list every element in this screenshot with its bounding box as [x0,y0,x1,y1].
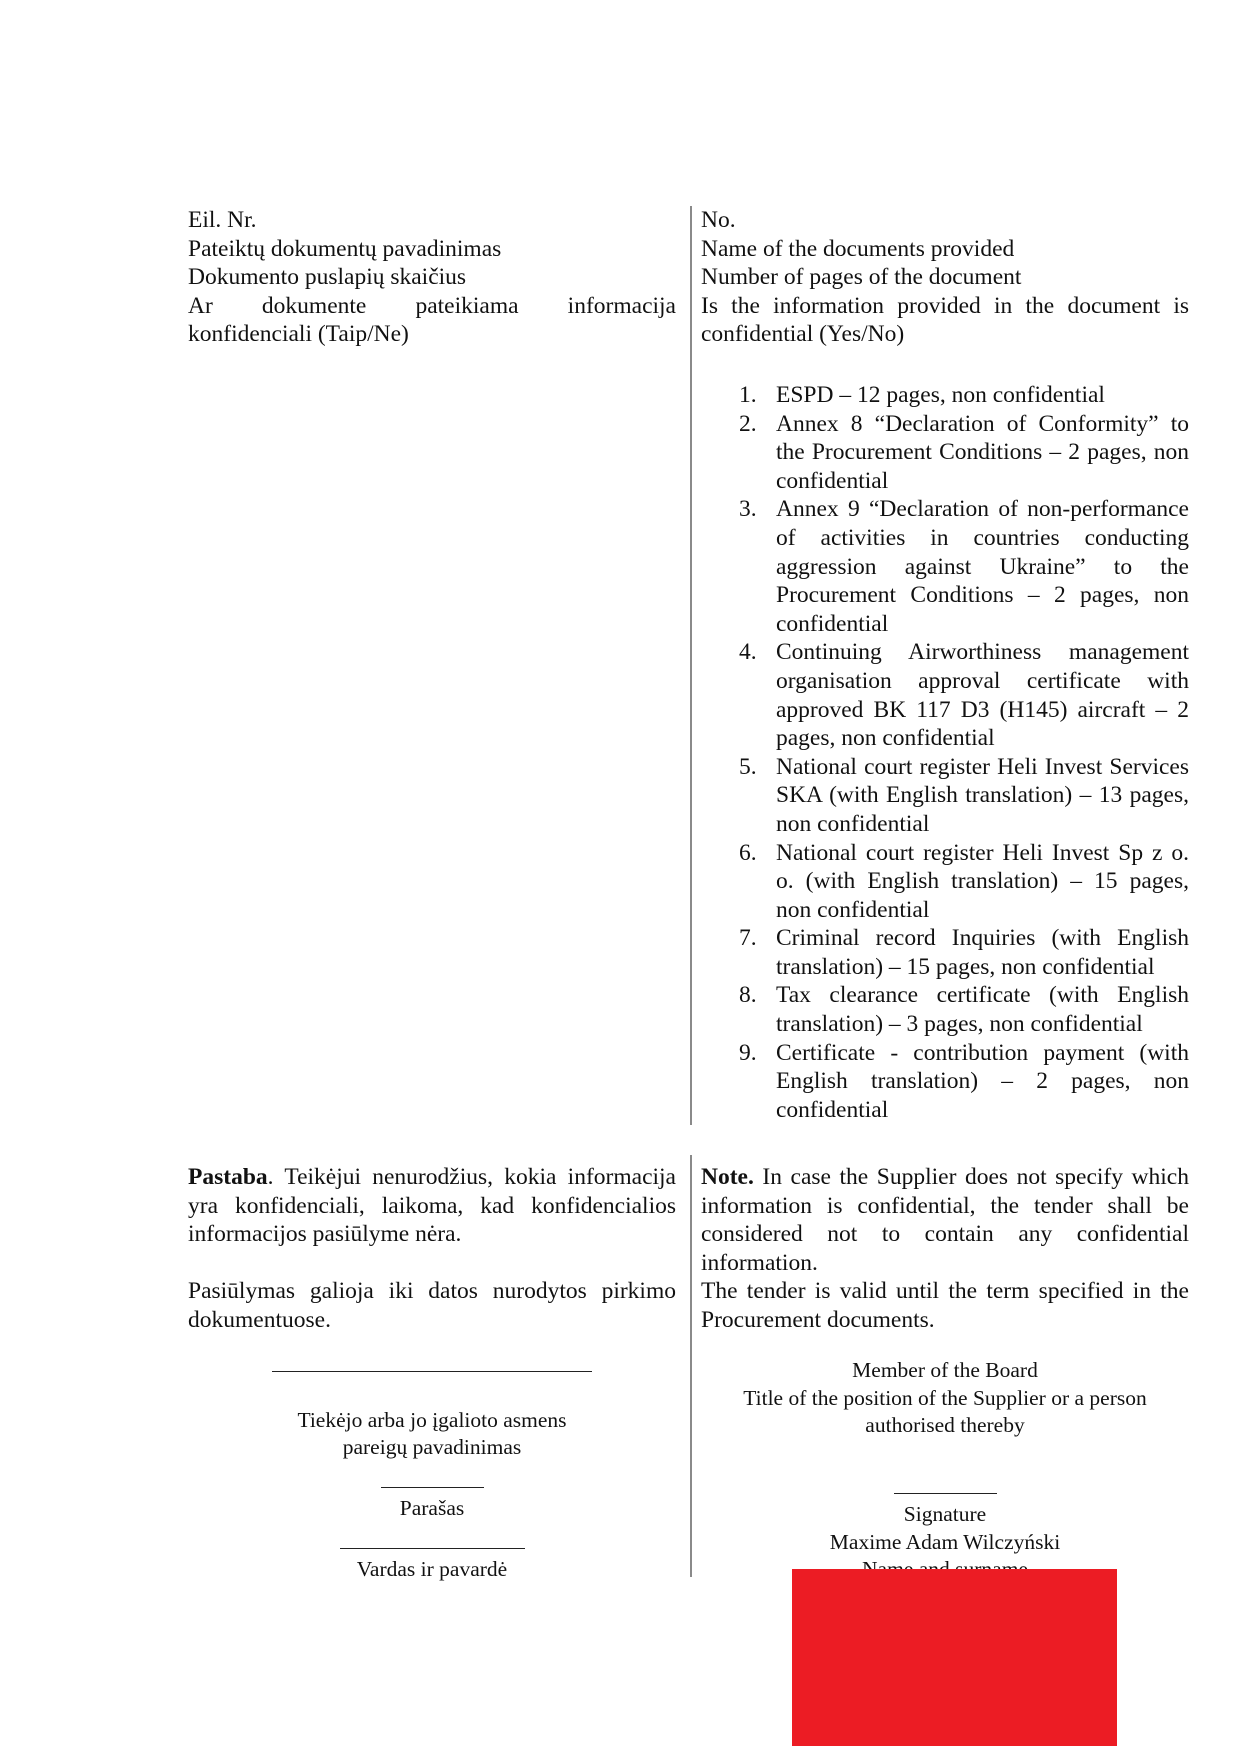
document-item-number: 1. [739,382,757,408]
header-lt-confidential [188,292,676,349]
signature-label-lt: Parašas [399,1496,465,1520]
signature-line-lt [381,1487,484,1488]
header-lt-pages: Dokumento puslapių skaičius [188,264,467,291]
redaction-box [792,1569,1117,1746]
signature-line-en [894,1493,997,1494]
name-value-en: Maxime Adam Wilczyński [829,1529,1061,1554]
document-item-number: 4. [739,639,757,666]
document-item-number: 6. [739,839,757,866]
note-en [701,1163,1189,1335]
position-label-en-1: Title of the position of the Supplier or a person [743,1385,1147,1410]
document-item-text: Certificate - contribution payment (with English translation) – 2 pages, non confidential [776,1039,1189,1123]
document-item [701,381,1189,410]
position-label-lt-1: Tiekėjo arba jo įgalioto asmens [297,1407,567,1432]
note-lt-text: . Teikėjui nenurodžius, kokia informacija yra konfidenciali, laikoma, kad konfidencialios informacijos pasiūlyme nėra. [188,1164,676,1248]
document-item [701,638,1189,752]
document-item [701,753,1189,839]
document-item-text: National court register Heli Invest Services SKA (with English translation) – 13 pages, non confidential [776,753,1189,837]
document-item [701,981,1189,1038]
header-en-confidential [701,292,1189,349]
document-item-text: Continuing Airworthiness management organisation approval certificate with approved BK 117 D3 (H145) aircraft – 2 pages, non confidential [776,639,1189,752]
note-en-bold: Note. [701,1164,754,1190]
document-item-text: National court register Heli Invest Sp z o. o. (with English translation) – 15 pages, non confidential [776,839,1189,923]
name-line-lt [340,1548,525,1549]
header-en [701,206,1189,349]
document-item [701,839,1189,925]
position-label-en-2: authorised thereby [865,1413,1025,1437]
document-item-number: 8. [739,982,757,1009]
document-item [701,410,1189,496]
header-en-confidential-text: Is the information provided in the document is confidential (Yes/No) [701,292,1189,348]
header-en-no: No. [701,207,736,233]
header-lt [188,206,676,349]
header-lt-no: Eil. Nr. [188,207,257,233]
position-label-lt-2: pareigų pavadinimas [342,1435,522,1459]
column-divider-top [690,206,692,1125]
signature-block-lt [188,1352,676,1584]
note-lt [188,1163,676,1335]
document-item [701,924,1189,981]
header-en-pages: Number of pages of the document [701,264,1022,291]
document-item-number: 2. [739,410,757,437]
document-item-number: 3. [739,496,757,523]
header-en-name: Name of the documents provided [701,235,1015,262]
position-value-en: Member of the Board [852,1358,1038,1382]
document-item-number: 9. [739,1039,757,1066]
document-item-number: 5. [739,753,757,780]
note-en-text: In case the Supplier does not specify which information is confidential, the tender shall be considered not to contain any confidential information. [701,1164,1189,1276]
document-item-text: Criminal record Inquiries (with English translation) – 15 pages, non confidential [776,925,1189,980]
signature-block-en [701,1357,1189,1584]
document-item-text: ESPD – 12 pages, non confidential [776,382,1105,408]
documents-list [701,381,1189,1124]
validity-lt: Pasiūlymas galioja iki datos nurodytos pirkimo dokumentuose. [188,1278,676,1333]
document-item-text: Tax clearance certificate (with English translation) – 3 pages, non confidential [776,982,1189,1038]
position-line-lt [272,1371,592,1372]
document-item [701,1039,1189,1125]
document-item-text: Annex 9 “Declaration of non-performance of activities in countries conducting aggression against Ukraine” to the Procurement Conditions – 2 pages, non confidential [776,496,1189,637]
document-item-text: Annex 8 “Declaration of Conformity” to the Procurement Conditions – 2 pages, non confidential [776,410,1189,494]
name-label-lt: Vardas ir pavardė [356,1557,508,1581]
signature-label-en: Signature [903,1502,987,1526]
validity-en: The tender is valid until the term specified in the Procurement documents. [701,1278,1189,1333]
document-item-number: 7. [739,925,757,952]
header-lt-name: Pateiktų dokumentų pavadinimas [188,235,502,262]
column-divider-bottom [690,1155,692,1577]
documents-ordered-list [701,381,1189,1124]
document-item [701,495,1189,638]
note-lt-bold: Pastaba [188,1164,268,1190]
header-lt-confidential-text: Ar dokumente pateikiama informacija konfidenciali (Taip/Ne) [188,292,676,348]
